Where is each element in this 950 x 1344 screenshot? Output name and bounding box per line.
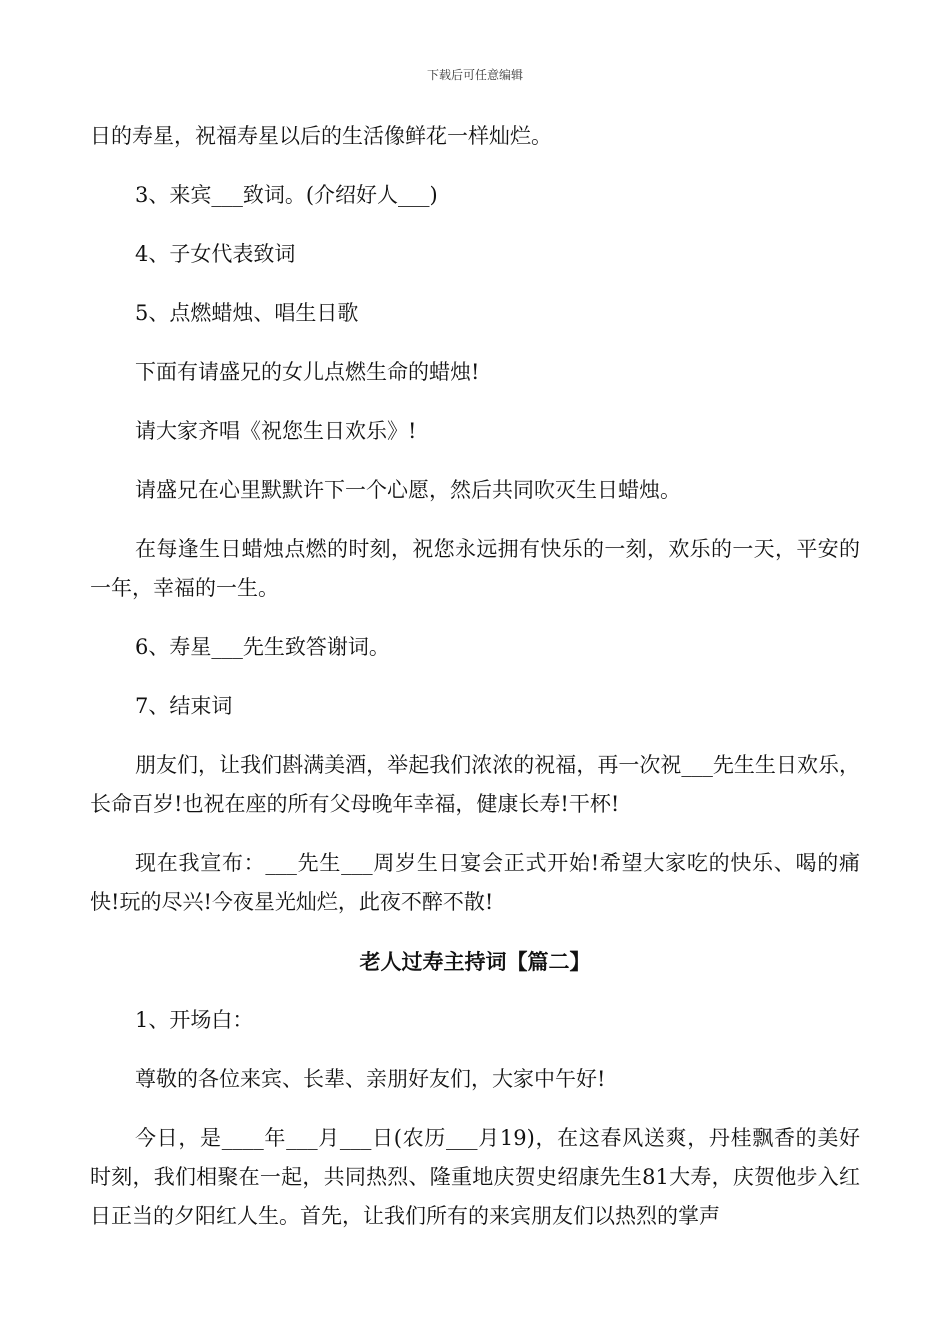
paragraph: 请盛兄在心里默默许下一个心愿，然后共同吹灭生日蜡烛。 <box>135 478 681 502</box>
page-header: 下载后可任意编辑 <box>426 68 523 82</box>
list-item: 6、寿星___先生致答谢词。 <box>135 635 390 659</box>
list-item: 4、子女代表致词 <box>135 242 296 266</box>
paragraph: 下面有请盛兄的女儿点燃生命的蜡烛! <box>135 360 480 384</box>
list-item: 7、结束词 <box>135 694 233 718</box>
paragraph: 朋友们，让我们斟满美酒，举起我们浓浓的祝福，再一次祝___先生生日欢乐，长命百岁!也祝在座的所有父母晚年幸福，健康长寿!干杯! <box>90 753 860 816</box>
list-item: 3、来宾___致词。(介绍好人___) <box>135 183 438 207</box>
paragraph: 现在我宣布：___先生___周岁生日宴会正式开始!希望大家吃的快乐、喝的痛快!玩的尽兴!今夜星光灿烂，此夜不醉不散! <box>90 851 860 914</box>
paragraph: 日的寿星，祝福寿星以后的生活像鲜花一样灿烂。 <box>90 124 552 148</box>
paragraph: 今日，是____年___月___日(农历___月19)，在这春风送爽，丹桂飘香的美好时刻，我们相聚在一起，共同热烈、隆重地庆贺史绍康先生81大寿，庆贺他步入红日正当的夕阳红人生。首先，让我们所有的来宾朋友们以热烈的掌声 <box>90 1126 860 1228</box>
section-title: 老人过寿主持词【篇二】 <box>359 949 591 974</box>
document-body <box>90 117 860 1236</box>
paragraph: 尊敬的各位来宾、长辈、亲朋好友们，大家中午好! <box>135 1067 606 1091</box>
paragraph: 在每逢生日蜡烛点燃的时刻，祝您永远拥有快乐的一刻，欢乐的一天，平安的一年，幸福的一生。 <box>90 537 860 600</box>
list-item: 5、点燃蜡烛、唱生日歌 <box>135 301 359 325</box>
list-item: 1、开场白： <box>135 1008 254 1032</box>
paragraph: 请大家齐唱《祝您生日欢乐》! <box>135 419 417 443</box>
